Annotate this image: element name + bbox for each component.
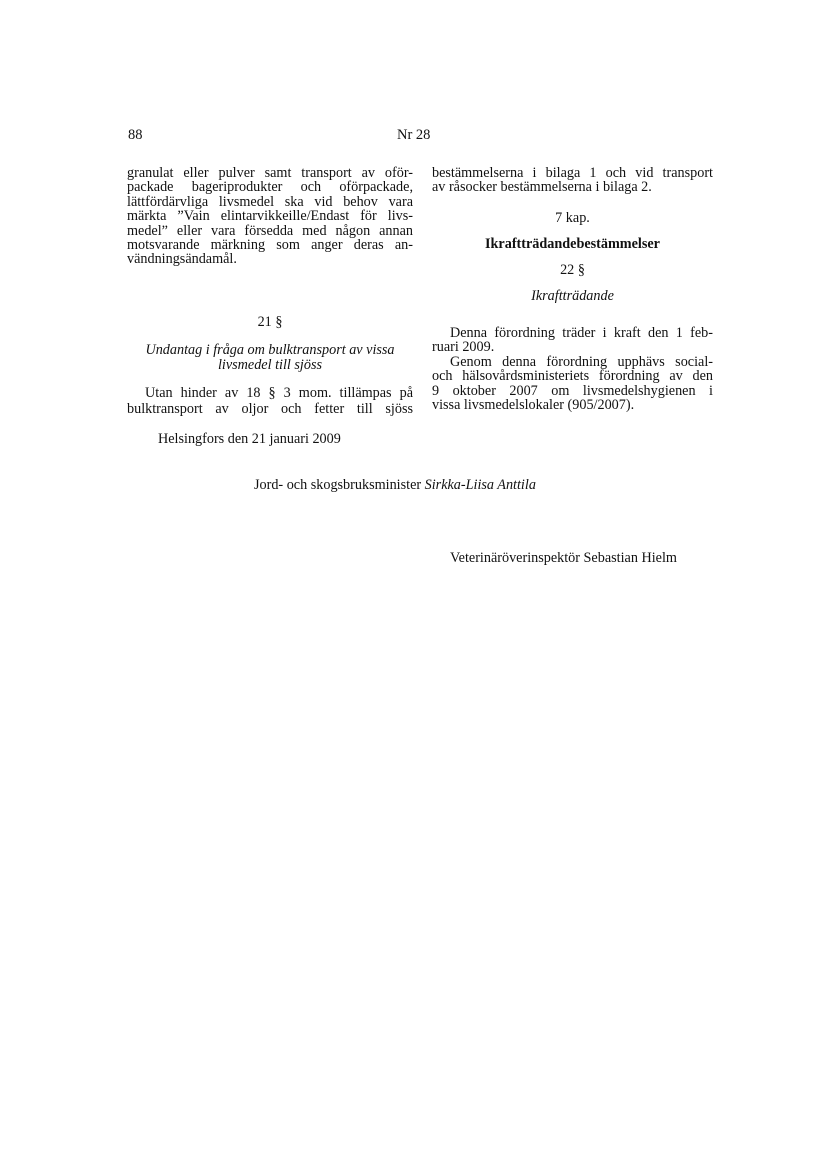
chapter-number: 7 kap. [555, 210, 590, 226]
text-line: Genom denna förordning upphävs social- [450, 353, 713, 370]
left-column [127, 166, 413, 267]
section-heading: Ikraftträdande [531, 288, 614, 304]
section-21-text [127, 385, 413, 417]
place-and-date: Helsingfors den 21 januari 2009 [158, 431, 341, 447]
text-line: bestämmelserna i bilaga 1 och vid transport [432, 165, 713, 181]
section-heading: livsmedel till sjöss [217, 357, 323, 373]
section-heading: Undantag i fråga om bulktransport av vissa [145, 342, 395, 358]
text-line: Utan hinder av 18 § 3 mom. tillämpas på [145, 385, 413, 401]
section-22-text [432, 326, 713, 412]
text-line: lättfördärvliga livsmedel ska vid behov vara [127, 193, 413, 210]
text-line: motsvarande märkning som anger deras an- [127, 237, 413, 254]
text-line: Denna förordning träder i kraft den 1 feb- [450, 325, 713, 341]
text-line: vändningsändamål. [127, 251, 237, 268]
text-line: 9 oktober 2007 om livsmedelshygienen i [432, 382, 713, 399]
text-line: medel” eller vara försedda med någon annan [127, 222, 413, 239]
text-line: granulat eller pulver samt transport av oför- [127, 165, 413, 181]
continued-paragraph [127, 166, 413, 267]
section-number: 22 § [560, 262, 585, 278]
inspector-signature: Veterinäröverinspektör Sebastian Hielm [450, 550, 677, 566]
chapter-7 [432, 210, 713, 304]
text-line: av råsocker bestämmelserna i bilaga 2. [432, 179, 652, 196]
right-column [432, 166, 713, 195]
minister-signature [254, 477, 536, 494]
minister-title: Jord- och skogsbruksminister [254, 477, 422, 493]
text-line: ruari 2009. [432, 339, 495, 356]
text-line: bulktransport av oljor och fetter till sjöss [127, 401, 413, 417]
minister-name: Sirkka-Liisa Anttila [424, 477, 536, 493]
text-line: märkta ”Vain elintarvikkeille/Endast för livs- [127, 208, 413, 225]
text-line: packade bageriprodukter och oförpackade, [127, 179, 413, 196]
text-line: vissa livsmedelslokaler (905/2007). [432, 397, 635, 414]
section-number: 21 § [257, 314, 283, 330]
text-line: och hälsovårdsministeriets förordning av den [432, 368, 713, 385]
chapter-title: Ikraftträdandebestämmelser [485, 236, 660, 252]
page-number: 88 [128, 127, 143, 143]
issue-number: Nr 28 [397, 127, 431, 143]
section-21 [127, 314, 413, 373]
